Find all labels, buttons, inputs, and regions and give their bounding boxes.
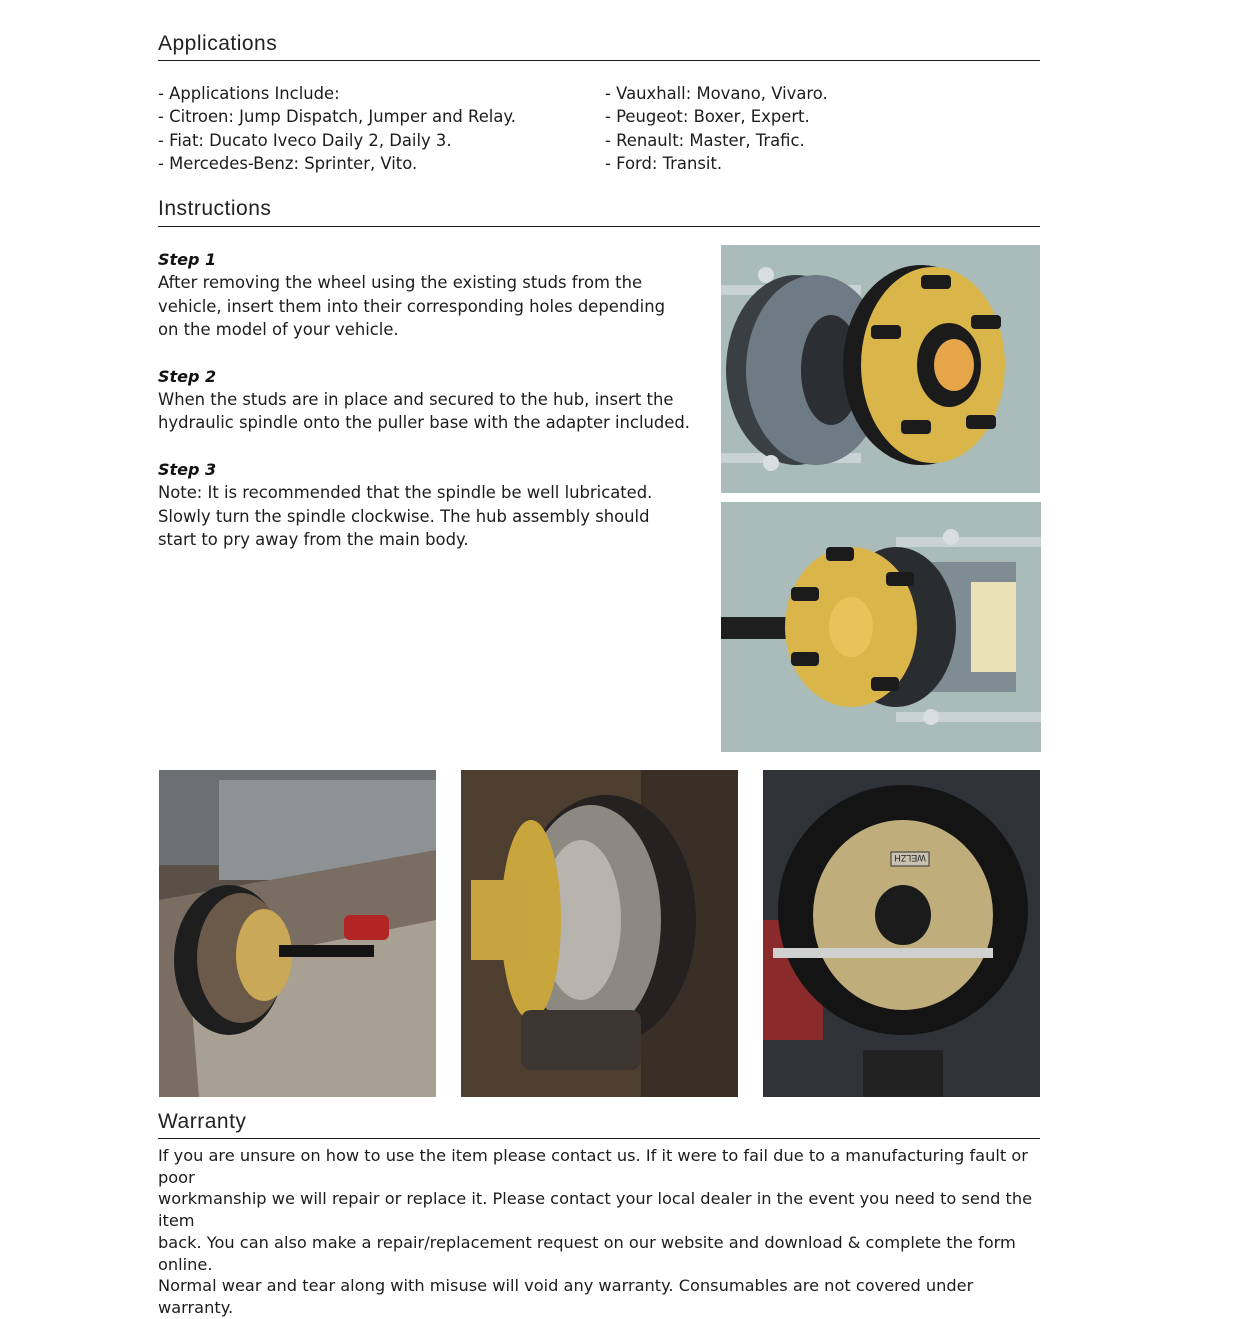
instructions-rule (158, 226, 1040, 227)
list-item: - Renault: Master, Trafic. (605, 130, 805, 150)
hub-puller-render-front-icon (721, 245, 1040, 493)
step-body: Note: It is recommended that the spindle be well lubricated. Slowly turn the spindle clockwise. The hub assembly should start to pry away from the main body. (158, 483, 653, 550)
step-body: After removing the wheel using the existing studs from the vehicle, insert them into their corresponding holes depending on the model of your vehicle. (158, 273, 666, 340)
step-3 (158, 458, 703, 552)
instructions-steps (158, 248, 703, 551)
list-item: - Peugeot: Boxer, Expert. (605, 107, 810, 127)
step-1 (158, 248, 703, 342)
step-2 (158, 365, 703, 435)
applications-right-list (605, 82, 1035, 176)
list-item: - Citroen: Jump Dispatch, Jumper and Relay. (158, 107, 516, 127)
warranty-text: If you are unsure on how to use the item please contact us. If it were to fail due to a manufacturing fault or poor workmanship we will repair or replace it. Please contact your local dealer in the event you need to send the item back. You can also make a repair/replacement request on our website and download & complete the form online. Normal wear and tear along with misuse will void any warranty. Consumables are not covered under warranty. (158, 1146, 1033, 1317)
warranty-heading: Warranty (158, 1110, 247, 1133)
list-item: - Ford: Transit. (605, 154, 723, 174)
instructions-heading: Instructions (158, 197, 272, 220)
applications-heading: Applications (158, 32, 278, 55)
applications-left-list (158, 82, 598, 176)
hub-puller-on-brake-disc-photo-icon (461, 770, 738, 1097)
applications-rule (158, 60, 1040, 61)
warranty-rule (158, 1138, 1040, 1139)
list-item: - Mercedes-Benz: Sprinter, Vito. (158, 154, 418, 174)
step-title: Step 1 (158, 250, 217, 269)
list-item: - Applications Include: (158, 84, 340, 103)
step-title: Step 3 (158, 459, 217, 479)
step-body: When the studs are in place and secured to the hub, insert the hydraulic spindle onto the puller base with the adapter included. (158, 390, 690, 433)
brand-plate-text: WELZH (894, 853, 926, 863)
hub-puller-render-back-icon (721, 502, 1041, 752)
list-item: - Fiat: Ducato Iveco Daily 2, Daily 3. (158, 130, 452, 150)
step-title: Step 2 (158, 366, 217, 386)
hub-puller-on-van-photo-icon (159, 770, 436, 1097)
list-item: - Vauxhall: Movano, Vivaro. (605, 84, 828, 103)
hub-puller-with-tommy-bar-photo-icon (763, 770, 1040, 1097)
